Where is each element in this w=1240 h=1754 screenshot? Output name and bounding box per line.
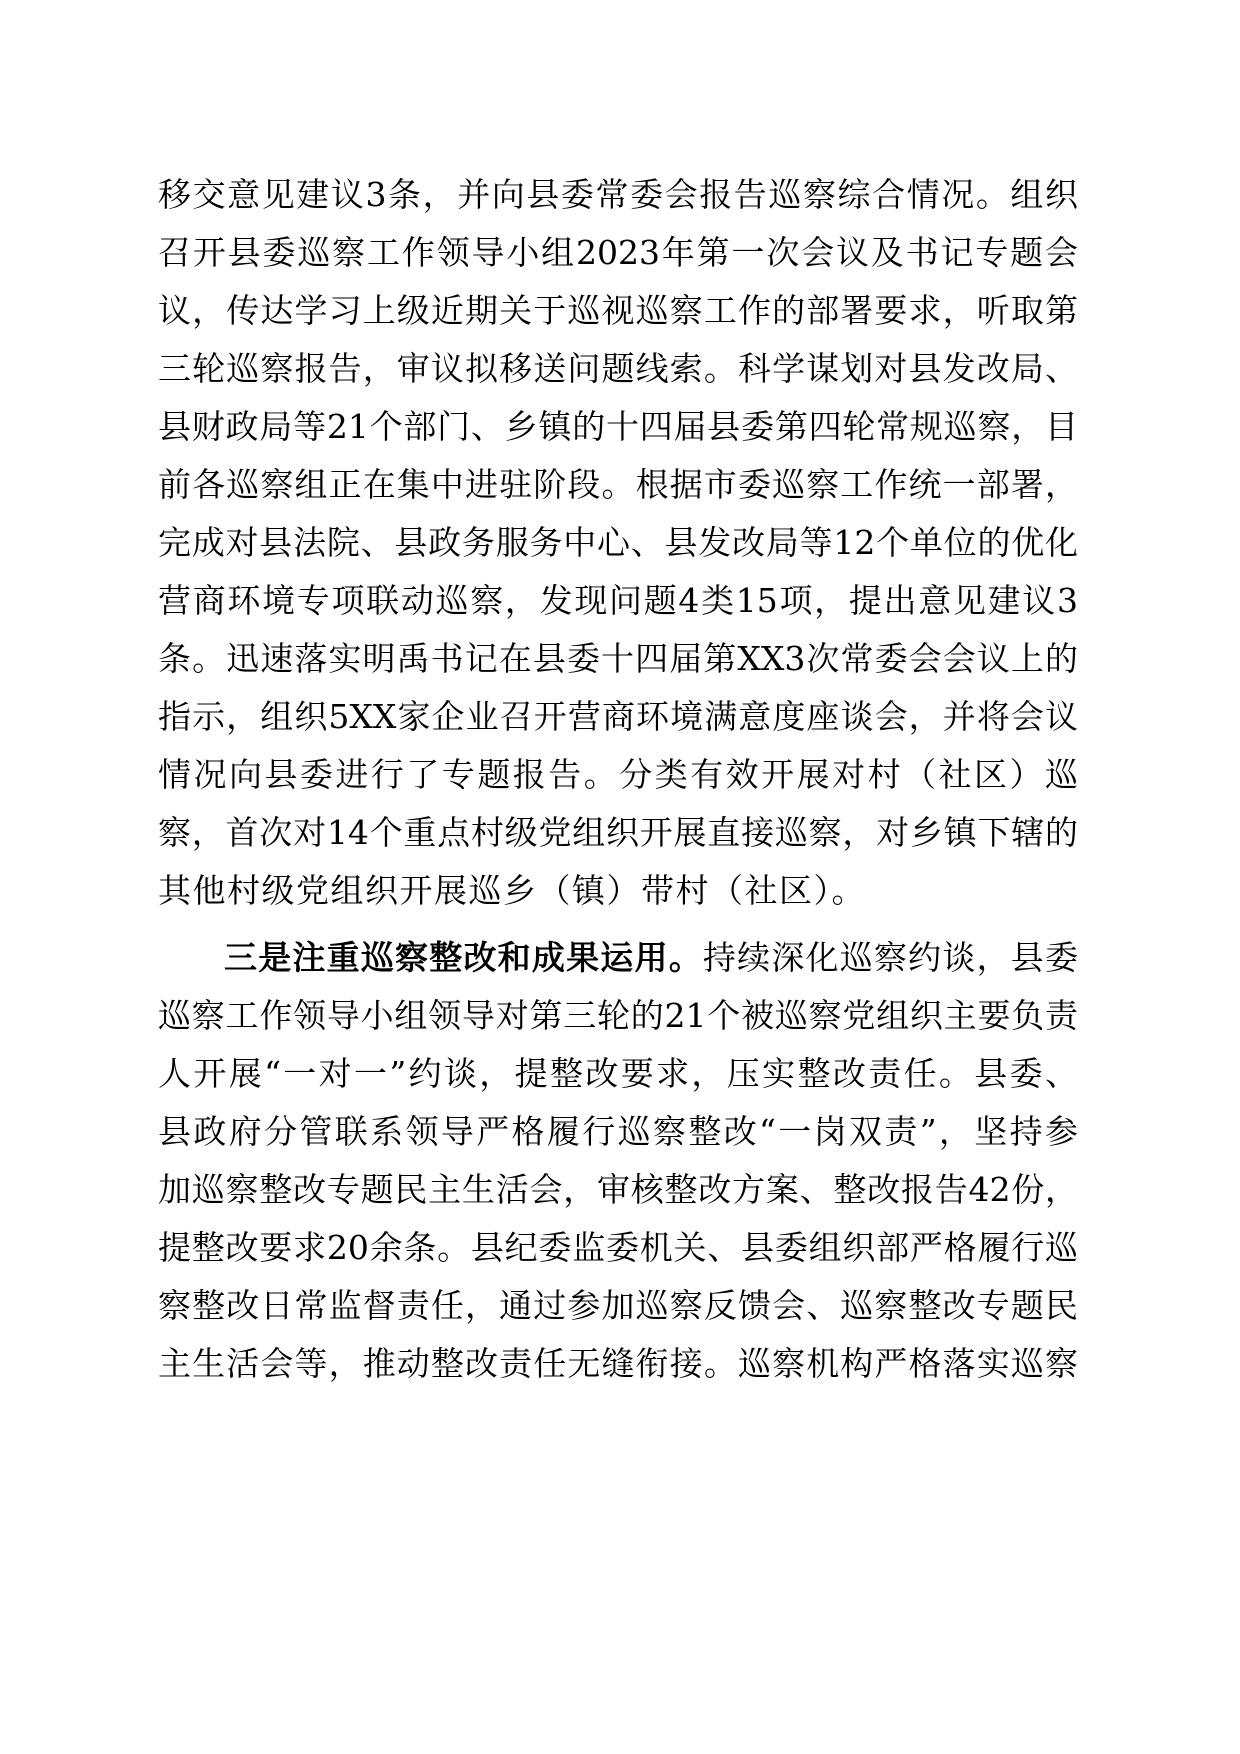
text-line: 三轮巡察报告，审议拟移送问题线索。科学谋划对县发改局、	[158, 349, 1078, 388]
text-line: 提整改要求20余条。县纪委监委机关、县委组织部严格履行巡	[158, 1228, 1078, 1267]
text-line: 县财政局等21个部门、乡镇的十四届县委第四轮常规巡察，目	[158, 407, 1078, 446]
text-line-rest: 持续深化巡察约谈，县委	[702, 938, 1079, 977]
text-line: 察整改日常监督责任，通过参加巡察反馈会、巡察整改专题民	[158, 1286, 1078, 1325]
text-line: 巡察工作领导小组领导对第三轮的21个被巡察党组织主要负责	[158, 996, 1078, 1035]
text-line: 完成对县法院、县政务服务中心、县发改局等12个单位的优化	[158, 523, 1078, 562]
text-line: 察，首次对14个重点村级党组织开展直接巡察，对乡镇下辖的	[158, 813, 1078, 852]
text-line: 议，传达学习上级近期关于巡视巡察工作的部署要求，听取第	[158, 291, 1078, 330]
text-line: 营商环境专项联动巡察，发现问题4类15项，提出意见建议3	[158, 581, 1078, 620]
text-line: 加巡察整改专题民主生活会，审核整改方案、整改报告42份，	[158, 1170, 1078, 1209]
text-line: 人开展“一对一”约谈，提整改要求，压实整改责任。县委、	[158, 1054, 1078, 1093]
text-line-first	[224, 933, 1078, 983]
text-line: 指示，组织5XX家企业召开营商环境满意度座谈会，并将会议	[158, 697, 1078, 736]
text-line: 移交意见建议3条，并向县委常委会报告巡察综合情况。组织	[158, 175, 1078, 214]
text-line: 主生活会等，推动整改责任无缝衔接。巡察机构严格落实巡察	[158, 1344, 1078, 1383]
text-line: 情况向县委进行了专题报告。分类有效开展对村（社区）巡	[158, 755, 1078, 794]
text-line: 其他村级党组织开展巡乡（镇）带村（社区）。	[158, 871, 866, 910]
text-line: 县政府分管联系领导严格履行巡察整改“一岗双责”，坚持参	[158, 1112, 1078, 1151]
section-heading: 三是注重巡察整改和成果运用。	[224, 938, 703, 977]
text-line: 条。迅速落实明禹书记在县委十四届第XX3次常委会会议上的	[158, 639, 1078, 678]
text-line: 前各巡察组正在集中进驻阶段。根据市委巡察工作统一部署，	[158, 465, 1078, 504]
text-line: 召开县委巡察工作领导小组2023年第一次会议及书记专题会	[158, 233, 1078, 272]
